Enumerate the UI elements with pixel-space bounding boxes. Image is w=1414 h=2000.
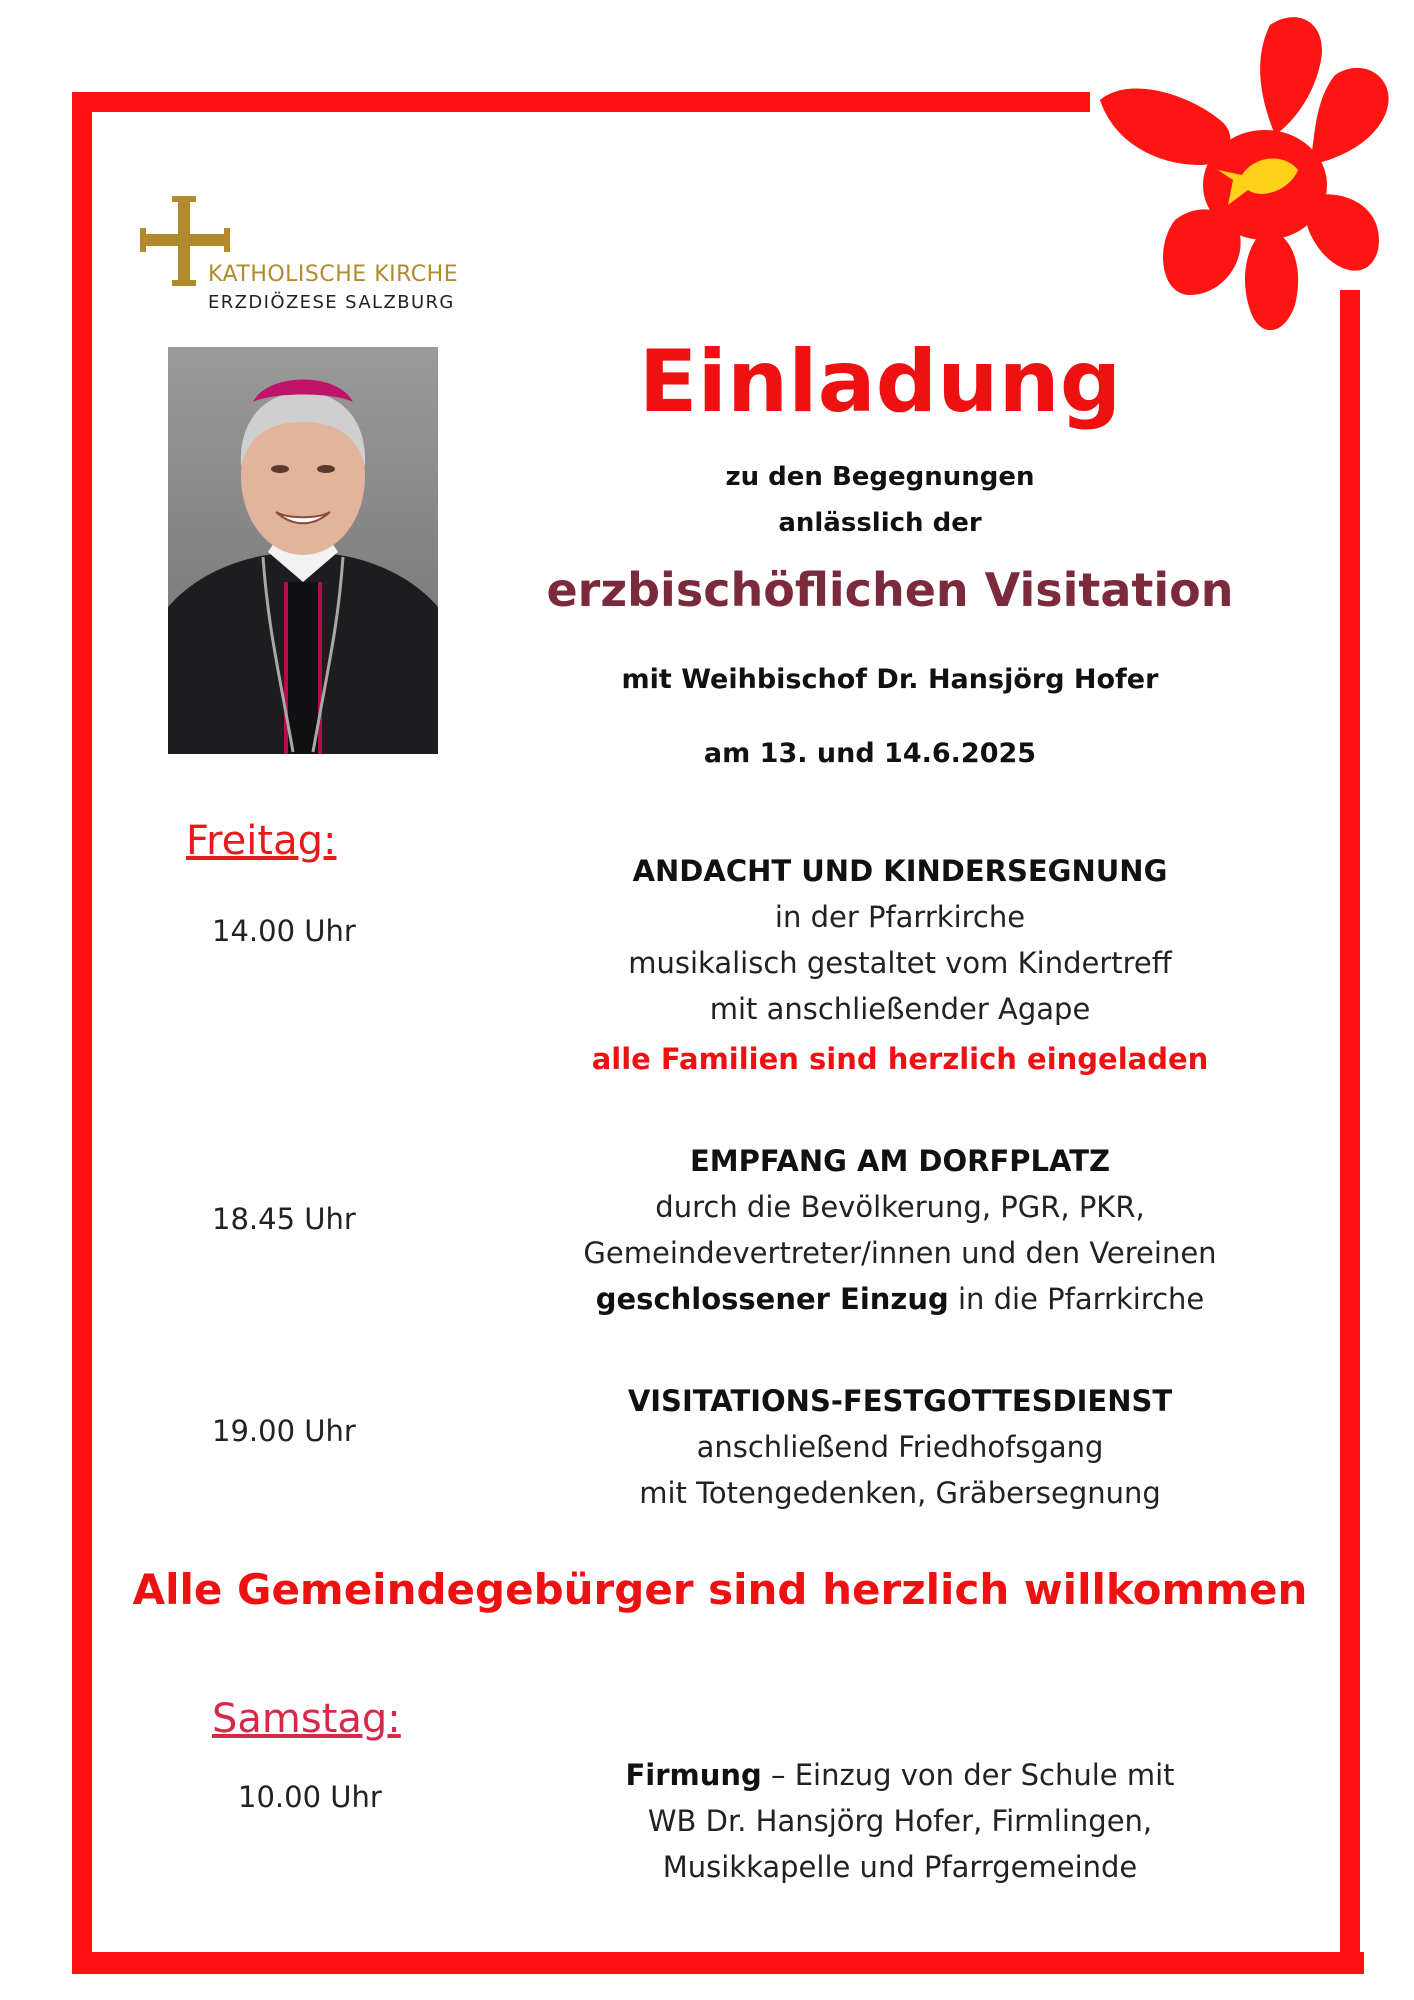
page-title: Einladung [638, 332, 1122, 432]
flower-icon [1100, 5, 1400, 350]
event-2-line-1: durch die Bevölkerung, PGR, PKR, [655, 1190, 1145, 1224]
event-3-time: 19.00 Uhr [212, 1414, 356, 1448]
subtitle-line-2: anlässlich der [778, 508, 982, 538]
event-1-line-1: in der Pfarrkirche [774, 900, 1026, 934]
date-line: am 13. und 14.6.2025 [703, 738, 1037, 769]
frame-left [72, 92, 92, 1972]
saturday-line-1: WB Dr. Hansjörg Hofer, Firmlingen, [647, 1804, 1153, 1838]
event-3-line-1: anschließend Friedhofsgang [696, 1430, 1104, 1464]
event-1-title: ANDACHT UND KINDERSEGNUNG [632, 854, 1168, 888]
event-1-line-3: mit anschließender Agape [709, 992, 1091, 1026]
saturday-rest: – Einzug von der Schule mit [761, 1758, 1175, 1792]
visitation-heading: erzbischöflichen Visitation [546, 563, 1234, 617]
event-2-line-3 [560, 1276, 1240, 1322]
event-3-title: VISITATIONS-FESTGOTTESDIENST [627, 1384, 1173, 1418]
event-2-time: 18.45 Uhr [212, 1202, 356, 1236]
frame-right [1340, 290, 1360, 1974]
event-1-line-2: musikalisch gestaltet vom Kindertreff [628, 946, 1172, 980]
event-1-highlight: alle Familien sind herzlich eingeladen [591, 1042, 1209, 1076]
event-1-time: 14.00 Uhr [212, 914, 356, 948]
event-3 [560, 1378, 1240, 1516]
subtitle-line-1: zu den Begegnungen [725, 462, 1035, 492]
logo-line-2: ERZDIÖZESE SALZBURG [208, 292, 455, 313]
event-3-line-2: mit Totengedenken, Gräbersegnung [639, 1476, 1161, 1510]
saturday-line-2: Musikkapelle und Pfarrgemeinde [662, 1850, 1138, 1884]
bishop-portrait [168, 347, 438, 754]
frame-bottom [72, 1952, 1364, 1974]
logo-line-1: KATHOLISCHE KIRCHE [208, 262, 459, 287]
event-2 [560, 1138, 1240, 1322]
saturday-line-0 [560, 1752, 1240, 1798]
saturday-time: 10.00 Uhr [238, 1780, 382, 1814]
friday-label: Freitag: [186, 818, 337, 864]
saturday-label: Samstag: [212, 1696, 401, 1742]
event-2-title: EMPFANG AM DORFPLATZ [689, 1144, 1111, 1178]
saturday-bold: Firmung [625, 1758, 762, 1792]
event-1 [560, 848, 1240, 1082]
bishop-line: mit Weihbischof Dr. Hansjörg Hofer [621, 664, 1159, 695]
saturday-event [560, 1752, 1240, 1890]
event-2-line-2: Gemeindevertreter/innen und den Vereinen [583, 1236, 1217, 1270]
frame-top [72, 92, 1090, 112]
welcome-banner: Alle Gemeindegebürger sind herzlich willkommen [132, 1565, 1308, 1614]
event-2-bold: geschlossener Einzug [595, 1282, 949, 1316]
event-2-rest: in die Pfarrkirche [948, 1282, 1205, 1316]
